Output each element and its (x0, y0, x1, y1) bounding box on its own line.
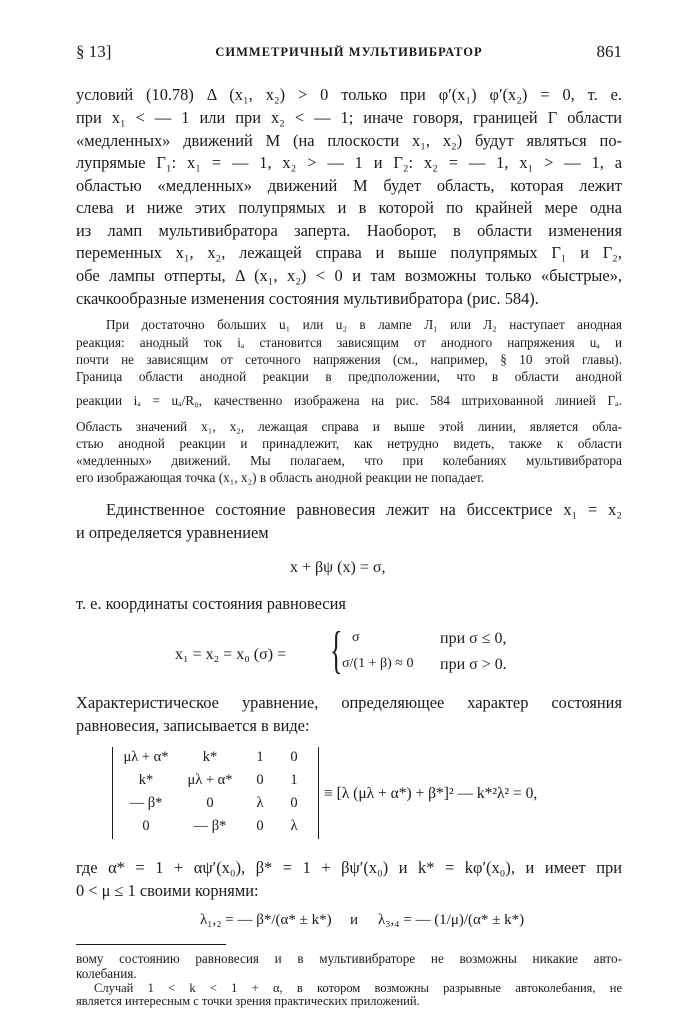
chapter-title: СИММЕТРИЧНЫЙ МУЛЬТИВИБРАТОР (215, 45, 483, 59)
text-line: т. е. координаты состояния равновесия (76, 594, 346, 613)
footnote-rule (76, 944, 226, 945)
small-text-line: Граница области анодной реакции в предположении, что в области анодной (76, 369, 622, 384)
footnote-line: вому состоянию равновесия и в мультивибраторе не возможны никакие авто- (76, 951, 622, 966)
small-text-line: При достаточно больших u₁ или u₂ в лампе Л₁ или Л₂ наступает анодная (106, 317, 622, 332)
det-cell: — β* (129, 795, 163, 811)
det-cell: λ (256, 795, 264, 811)
text-line: Единственное состояние равновесия лежит на биссектрисе x₁ = x₂ (106, 500, 622, 519)
small-text-line: «медленных» движений. Мы полагаем, что при колебаниях мультивибратора (76, 453, 622, 468)
text-line: обе лампы отперты, Δ (x₁, x₂) < 0 и там возможны только «быстрые», (76, 266, 622, 285)
det-cell: k* (202, 749, 218, 765)
text-line: условий (10.78) Δ (x₁, x₂) > 0 только при φ′(x₁) φ′(x₂) = 0, т. е. (76, 85, 622, 104)
case2-value: σ/(1 + β) ≈ 0 (342, 656, 414, 671)
case1-condition: при σ ≤ 0, (440, 630, 507, 647)
text-line: равновесия, записывается в виде: (76, 716, 310, 735)
determinant (112, 747, 319, 839)
det-cell: 1 (290, 772, 298, 788)
det-cell: μλ + α* (123, 749, 169, 765)
footnote-line: колебания. (76, 966, 137, 981)
text-line: слева и ниже этих полупрямых и в которой по крайней мере одна (76, 198, 622, 217)
det-cell: 0 (206, 795, 214, 811)
text-line: лупрямые Γ₁: x₁ = — 1, x₂ > — 1 и Γ₂: x₂ = — 1, x₁ > — 1, а (76, 153, 622, 172)
small-text-line: его изображающая точка (x₁, x₂) в область анодной реакции не попадает. (76, 470, 485, 485)
roots-lambda-12: λ₁,₂ = — β*/(α* ± k*) (200, 912, 332, 928)
det-cell: μλ + α* (187, 772, 233, 788)
equation-1: x + βψ (x) = σ, (290, 559, 386, 576)
text-line: областью «медленных» движений M будет область, которая лежит (76, 176, 622, 195)
det-cell: 0 (256, 818, 264, 834)
text-line: Характеристическое уравнение, определяющее характер состояния (76, 693, 622, 712)
text-line: «медленных» движений M (на плоскости x₁, x₂) будут являться по- (76, 131, 622, 150)
cases-brace: { (330, 622, 343, 679)
small-text-line: реакции iₐ = uₐ/R₀, качественно изображена на рис. 584 штрихованной линией Γₐ. (76, 393, 622, 408)
det-cell: — β* (193, 818, 227, 834)
running-header (76, 42, 622, 66)
text-line: переменных x₁, x₂, лежащей справа и выше полупрямых Γ₁ и Γ₂, (76, 243, 622, 262)
case2-condition: при σ > 0. (440, 656, 507, 673)
roots-lambda-34: λ₃,₄ = — (1/μ)/(α* ± k*) (378, 912, 525, 928)
case1-value: σ (352, 630, 360, 645)
equation-2-lhs: x₁ = x₂ = x₀ (σ) = (175, 646, 287, 663)
determinant-rhs: ≡ [λ (μλ + α*) + β*]² — k*²λ² = 0, (324, 785, 538, 802)
det-cell: 0 (290, 795, 298, 811)
footnote-line: Случай 1 < k < 1 + α, в котором возможны разрывные автоколебания, не (94, 981, 622, 995)
text-line: из ламп мультивибратора заперта. Наоборот, в области изменения (76, 221, 622, 240)
text-line: 0 < μ ≤ 1 своими корнями: (76, 881, 259, 900)
small-text-line: реакция: анодный ток iₐ становится зависящим от анодного напряжения uₐ и (76, 335, 622, 350)
page-number: 861 (596, 42, 622, 61)
small-text-line: почти не зависящим от сеточного напряжения (см., например, § 10 этой главы). (76, 352, 622, 367)
det-cell: λ (290, 818, 298, 834)
det-cell: 0 (290, 749, 298, 765)
roots-conjunction: и (350, 912, 359, 928)
text-line: где α* = 1 + αψ′(x₀), β* = 1 + βψ′(x₀) и k* = kφ′(x₀), и имеет при (76, 858, 622, 877)
footnote-line: является интересным с точки зрения практических приложений. (76, 994, 420, 1008)
small-text-line: стью анодной реакции и принадлежит, как нетрудно видеть, также к области (76, 436, 622, 451)
section-ref: § 13] (76, 42, 112, 61)
small-text-line: Область значений x₁, x₂, лежащая справа и выше этой линии, является обла- (76, 419, 622, 434)
text-line: и определяется уравнением (76, 523, 269, 542)
det-cell: k* (138, 772, 154, 788)
text-line: скачкообразные изменения состояния мультивибратора (рис. 584). (76, 289, 539, 308)
det-cell: 0 (142, 818, 150, 834)
det-cell: 1 (256, 749, 264, 765)
text-line: при x₁ < — 1 или при x₂ < — 1; иначе говоря, границей Γ области (76, 108, 622, 127)
det-cell: 0 (256, 772, 264, 788)
